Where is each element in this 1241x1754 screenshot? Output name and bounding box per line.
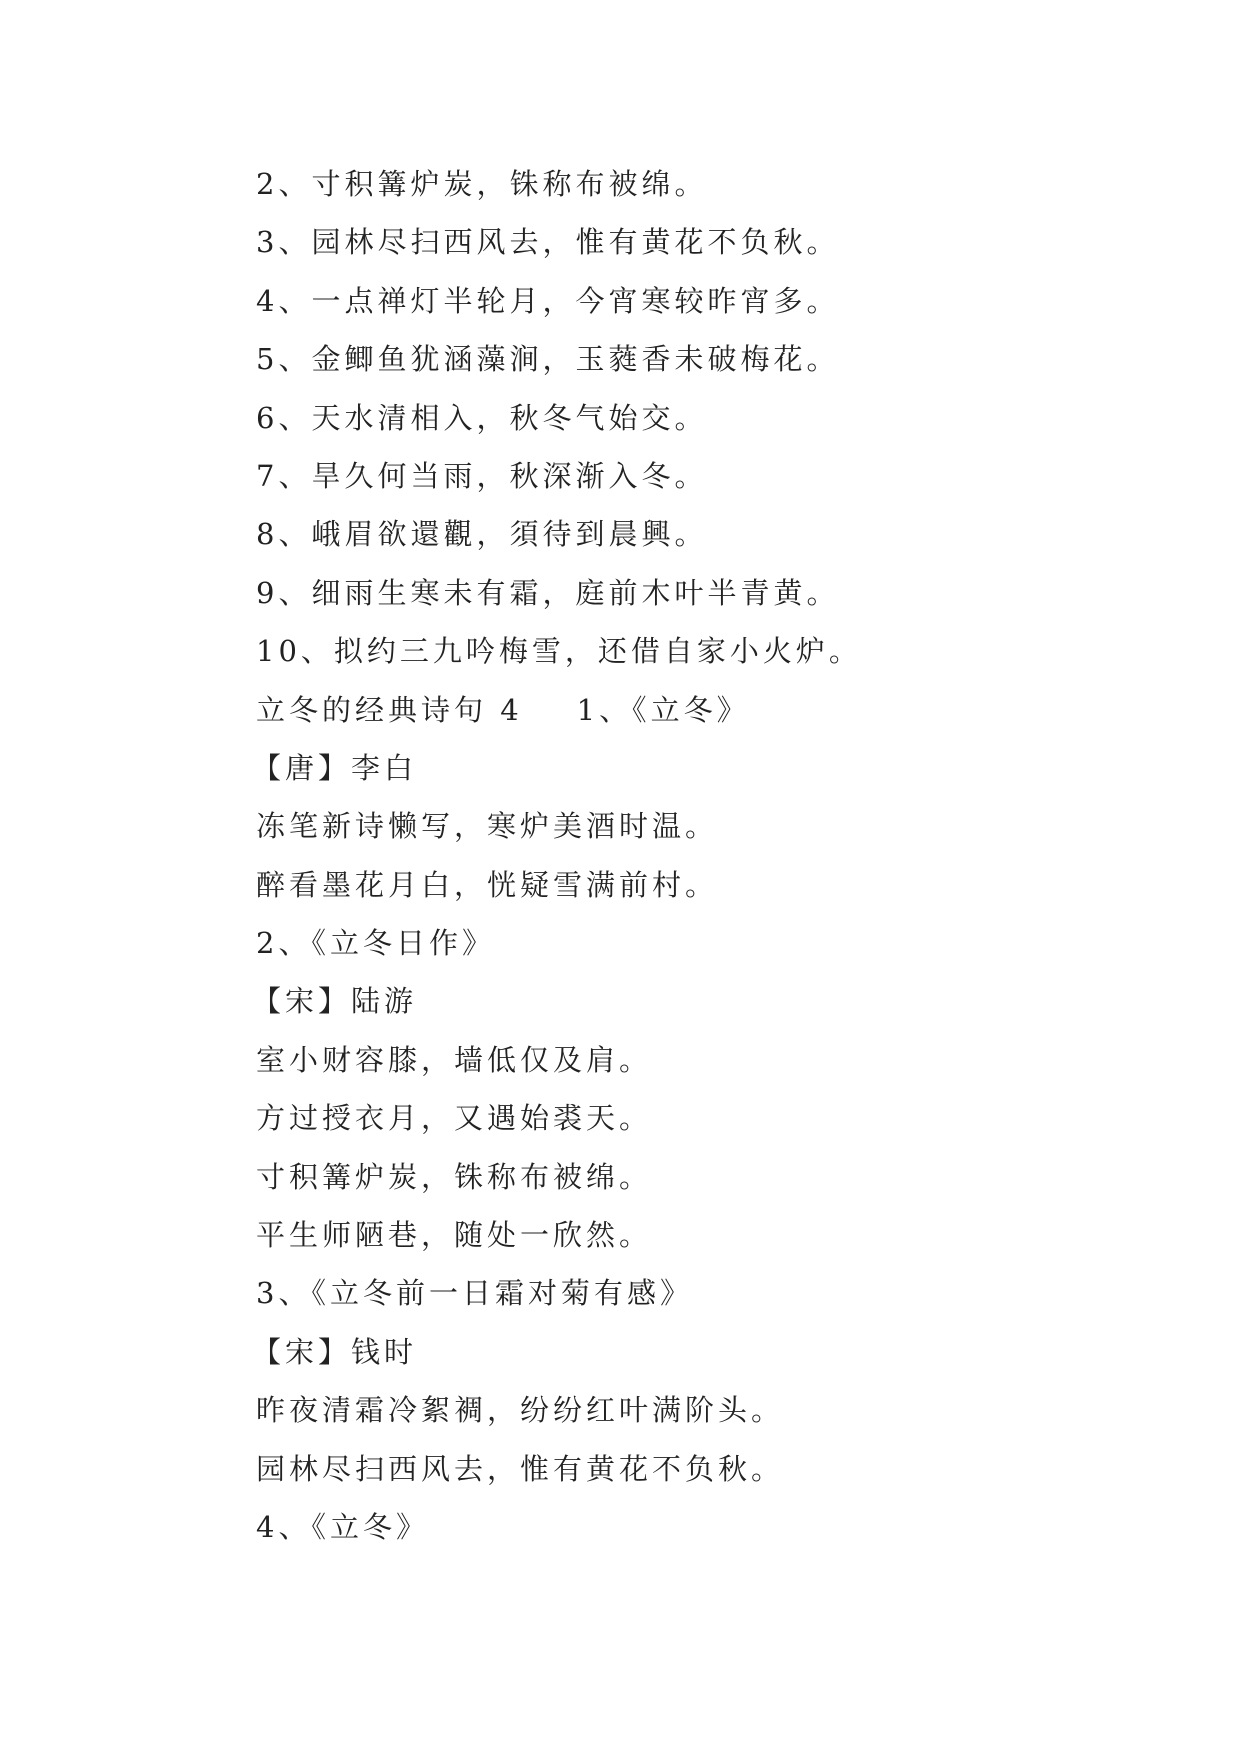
document-body (252, 155, 1156, 1556)
poem-title: 4、《立冬》 (256, 1509, 429, 1544)
poem-verse: 寸积篝炉炭，铢称布被绵。 (256, 1159, 653, 1194)
poem-title: 2、《立冬日作》 (256, 926, 495, 961)
verse-line: 7、旱久何当雨，秋深渐入冬。 (256, 458, 708, 493)
verse-line: 4、一点禅灯半轮月，今宵寒较昨宵多。 (256, 283, 840, 318)
poem-verse: 醉看墨花月白，恍疑雪满前村。 (256, 867, 719, 902)
verse-line: 2、寸积篝炉炭，铢称布被绵。 (256, 167, 708, 201)
verse-line: 3、园林尽扫西风去，惟有黄花不负秋。 (256, 225, 840, 260)
poem-author: 【宋】陆游 (252, 984, 418, 1019)
poem-author: 【宋】钱时 (252, 1334, 418, 1369)
poem-verse: 方过授衣月，又遇始裘天。 (256, 1101, 653, 1136)
verse-line: 6、天水清相入，秋冬气始交。 (256, 400, 708, 435)
poem-verse: 平生师陋巷，随处一欣然。 (256, 1218, 653, 1253)
section-heading: 立冬的经典诗句 4 (256, 692, 523, 727)
poem-title: 1、《立冬》 (576, 692, 750, 727)
verse-line: 5、金鲫鱼犹涵藻涧，玉蕤香未破梅花。 (256, 342, 840, 377)
poem-verse: 室小财容膝，墙低仅及肩。 (256, 1042, 653, 1077)
poem-author: 【唐】李白 (252, 750, 418, 785)
verse-line: 8、峨眉欲還觀，須待到晨興。 (256, 517, 708, 552)
poem-verse: 冻笔新诗懒写，寒炉美酒时温。 (256, 809, 719, 844)
section-heading-line (256, 681, 1156, 739)
poem-verse: 昨夜清霜冷絮裯，纷纷红叶满阶头。 (256, 1393, 785, 1428)
poem-title: 3、《立冬前一日霜对菊有感》 (256, 1276, 693, 1311)
verse-line: 9、细雨生寒未有霜，庭前木叶半青黄。 (256, 575, 840, 610)
verse-line: 10、拟约三九吟梅雪，还借自家小火炉。 (256, 634, 862, 669)
poem-verse: 园林尽扫西风去，惟有黄花不负秋。 (256, 1451, 785, 1486)
